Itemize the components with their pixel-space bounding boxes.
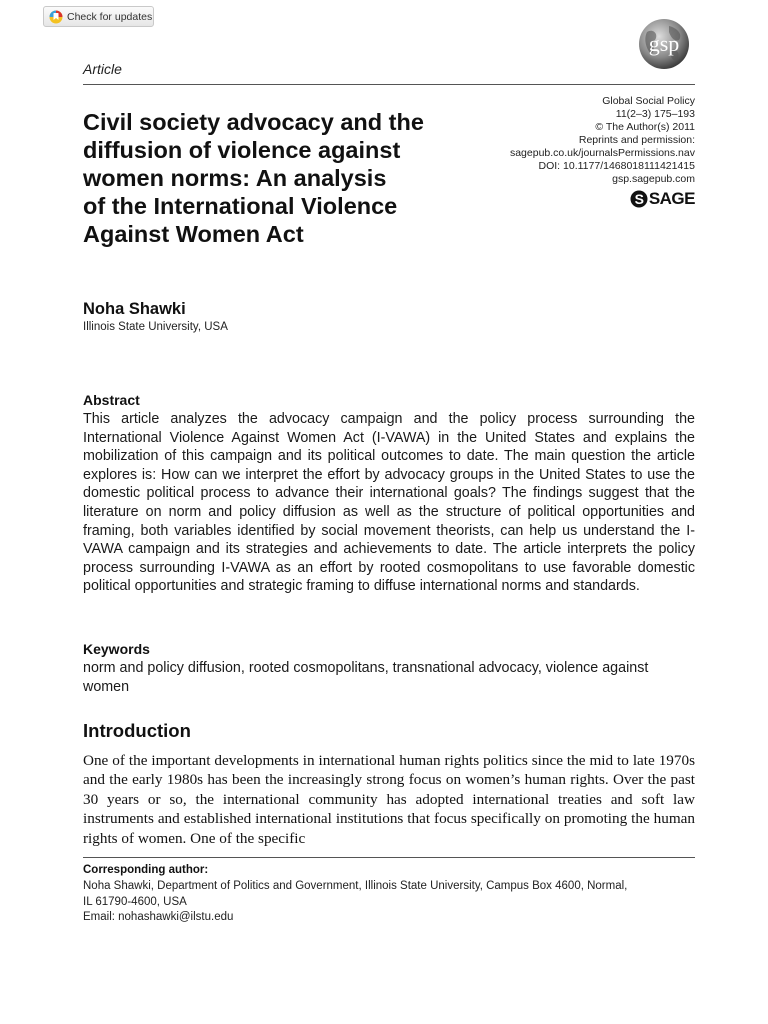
introduction-heading: Introduction	[83, 720, 191, 741]
sage-s-icon	[630, 190, 648, 208]
reprints-label: Reprints and permission:	[578, 134, 695, 146]
reprints-link[interactable]: sagepub.co.uk/journalsPermissions.nav	[509, 147, 695, 159]
journal-metadata	[510, 95, 695, 186]
corresponding-email[interactable]: Email: nohashawki@ilstu.edu	[83, 911, 234, 923]
keywords-text: norm and policy diffusion, rooted cosmopolitans, transnational advocacy, violence against women	[83, 660, 649, 695]
keywords-heading: Keywords	[83, 641, 150, 657]
abstract-text: This article analyzes the advocacy campaign and the policy process surrounding the International Violence Against Women Act (I-VAWA) in the United States and explains the mobilization of this campaign and its political outcomes to date. The main question the article explores is: How can we interpret the effort by advocacy groups in the United States to use the domestic political process to advance their international goals? The findings suggest that the literature on norm and policy diffusion as well as the structure of political opportunities and framing, both variables identified by social movement theorists, can help us understand the I-VAWA campaign and its strategies and achievements to date. The article interprets the policy process surrounding I-VAWA as an effort by rooted cosmopolitans to use favorable domestic political opportunities and strategic framing to diffuse international norms and standards.	[83, 411, 695, 595]
introduction-text: One of the important developments in international human rights politics since the mid to late 1970s and the early 1980s has been the increasingly strong focus on women’s human rights. Over the past 30 years or so, the international community has adopted international treaties and soft law instruments and established international institutions that focus specifically on promoting the human rights of women. One of the specific	[83, 752, 695, 847]
article-title	[83, 108, 503, 248]
title-line: Against Women Act	[83, 221, 304, 247]
crossmark-icon	[49, 10, 63, 24]
sage-logo-text: SAGE	[648, 189, 695, 208]
footnote-divider	[83, 857, 695, 858]
check-for-updates-label: Check for updates	[67, 10, 153, 23]
article-type-label: Article	[83, 61, 122, 77]
journal-name: Global Social Policy	[602, 95, 695, 107]
corresponding-author-heading: Corresponding author:	[83, 864, 209, 876]
journal-site-link[interactable]: gsp.sagepub.com	[612, 173, 695, 185]
gsp-logo-text: gsp	[648, 31, 680, 56]
abstract-heading: Abstract	[83, 392, 140, 408]
title-line: women norms: An analysis	[83, 165, 387, 191]
svg-text:S: S	[634, 191, 644, 207]
author-affiliation: Illinois State University, USA	[83, 321, 228, 333]
corresponding-address-line: Noha Shawki, Department of Politics and Government, Illinois State University, Campus Box 4600, Normal,	[83, 880, 628, 892]
title-line: diffusion of violence against	[83, 137, 401, 163]
gsp-globe-logo	[633, 18, 695, 70]
corresponding-author-details	[83, 879, 695, 926]
journal-issue: 11(2–3) 175–193	[615, 108, 695, 120]
sage-publisher-logo	[630, 189, 695, 209]
header-divider	[83, 84, 695, 85]
author-name: Noha Shawki	[83, 300, 186, 318]
check-for-updates-button[interactable]	[43, 6, 154, 27]
doi[interactable]: DOI: 10.1177/1468018111421415	[538, 160, 695, 172]
corresponding-address-line: IL 61790-4600, USA	[83, 895, 187, 908]
copyright: © The Author(s) 2011	[595, 121, 695, 133]
title-line: of the International Violence	[83, 193, 398, 219]
title-line: Civil society advocacy and the	[83, 109, 424, 135]
